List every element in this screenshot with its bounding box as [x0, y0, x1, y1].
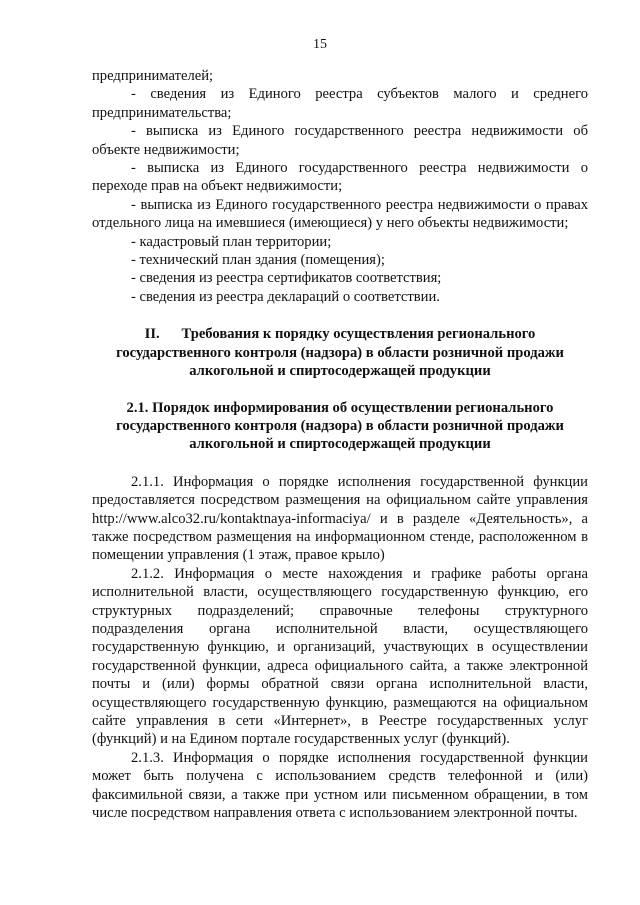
document-list — [92, 85, 588, 306]
list-item: - сведения из реестра сертификатов соответствия; — [131, 270, 442, 287]
paragraph: 2.1.3. Информация о порядке исполнения государственной функции может быть получена с использованием средств телефонной и (или) факсимильной связи, а также при устном или письменном обращении, в том числе посредством направления ответа с использованием электронной почты. — [92, 749, 588, 822]
document-body — [92, 67, 588, 822]
section-heading: II. Требования к порядку осуществления регионального государственного контроля (надзора) в области розничной продажи алкогольной и спиртосодержащей продукции — [116, 326, 568, 380]
subsection-heading: 2.1. Порядок информирования об осуществлении регионального государственного контроля (надзора) в области розничной продажи алкогольной и спиртосодержащей продукции — [116, 399, 564, 453]
list-item: - сведения из реестра деклараций о соответствии. — [131, 288, 440, 305]
text-line: предпринимателей; — [92, 68, 214, 84]
paragraph: 2.1.1. Информация о порядке исполнения государственной функции предоставляется посредством размещения на официальном сайте управления http://www.alco32.ru/kontaktnaya-informaciya/ и в разделе «Деятельность», а также посредством размещения на информационном стенде, расположенном в помещении управления (1 этаж, правое крыло) — [92, 473, 588, 564]
list-item: - выписка из Единого государственного реестра недвижимости о правах отдельного лица на имевшиеся (имеющиеся) у него объекты недвижимости; — [92, 196, 588, 232]
paragraph: 2.1.2. Информация о месте нахождения и графике работы органа исполнительной власти, осуществляющего государственную функцию, его структурных подразделений; справочные телефоны структурного подразделения органа исполнительной власти, осуществляющего государственную функцию, и организаций, участвующих в осуществлении государственной функции, адреса официального сайта, а также электронной почты и (или) формы обратной связи органа исполнительной власти, осуществляющего государственную функцию, размещаются на официальном сайте управления в сети «Интернет», в Реестре государственных услуг (функций) и на Едином портале государственных услуг (функций). — [92, 565, 588, 748]
list-item: - выписка из Единого государственного реестра недвижимости об объекте недвижимости; — [92, 123, 588, 158]
list-item: - технический план здания (помещения); — [131, 252, 385, 269]
list-item: - сведения из Единого реестра субъектов малого и среднего предпринимательства; — [92, 86, 588, 121]
list-item: - кадастровый план территории; — [131, 233, 332, 250]
list-item: - выписка из Единого государственного реестра недвижимости о переходе прав на объект недвижимости; — [92, 160, 588, 195]
page-number: 15 — [313, 37, 327, 52]
